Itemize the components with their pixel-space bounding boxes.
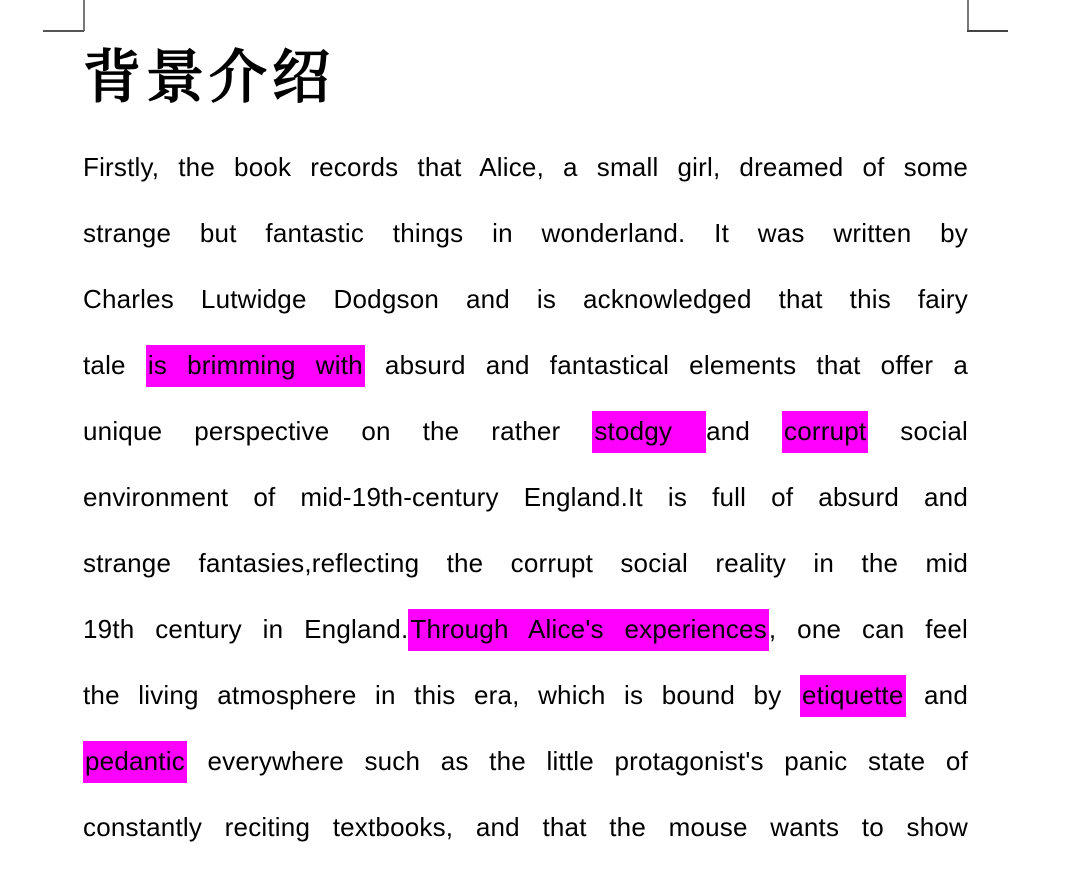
text-line (83, 530, 968, 596)
text-segment: unique perspective on the rather (83, 416, 593, 446)
text-line (83, 794, 968, 860)
text-line (83, 200, 968, 266)
text-segment: Firstly, the book records that Alice, a small girl, dreamed of some (83, 152, 968, 182)
highlighted-text: Through Alice's experiences (408, 609, 769, 651)
text-segment: environment of mid-19th-century England.It is full of absurd and (83, 482, 968, 512)
highlighted-text: corrupt (782, 411, 868, 453)
text-line (83, 596, 968, 662)
text-segment: Charles Lutwidge Dodgson and is acknowledged that this fairy (83, 284, 968, 314)
text-line (83, 266, 968, 332)
text-segment: the living atmosphere in this era, which is bound by (83, 680, 800, 710)
highlighted-text: etiquette (800, 675, 906, 717)
highlighted-text: stodgy (592, 411, 706, 453)
text-segment: and (706, 416, 783, 446)
text-column (83, 0, 968, 860)
crop-mark-top-left-horizontal (43, 30, 84, 32)
text-segment: tale (83, 350, 146, 380)
crop-mark-top-right-horizontal (967, 30, 1008, 32)
text-segment: 19th century in England. (83, 614, 409, 644)
text-segment: strange fantasies,reflecting the corrupt social reality in the mid (83, 548, 968, 578)
text-segment: social (868, 416, 968, 446)
document-heading: 背景介绍 (83, 45, 336, 110)
text-segment: constantly reciting textbooks, and that the mouse wants to show (83, 812, 968, 842)
highlighted-text: pedantic (83, 741, 187, 783)
text-segment: , one can feel (768, 614, 968, 644)
body-text (83, 134, 968, 860)
text-line (83, 728, 968, 794)
text-line (83, 332, 968, 398)
text-line (83, 398, 968, 464)
text-segment: and (905, 680, 968, 710)
text-segment: everywhere such as the little protagonist's panic state of (186, 746, 968, 776)
text-line (83, 662, 968, 728)
text-segment: absurd and fantastical elements that offer a (364, 350, 968, 380)
text-segment: strange but fantastic things in wonderland. It was written by (83, 218, 968, 248)
highlighted-text: is brimming with (146, 345, 365, 387)
text-line (83, 134, 968, 200)
text-line (83, 464, 968, 530)
